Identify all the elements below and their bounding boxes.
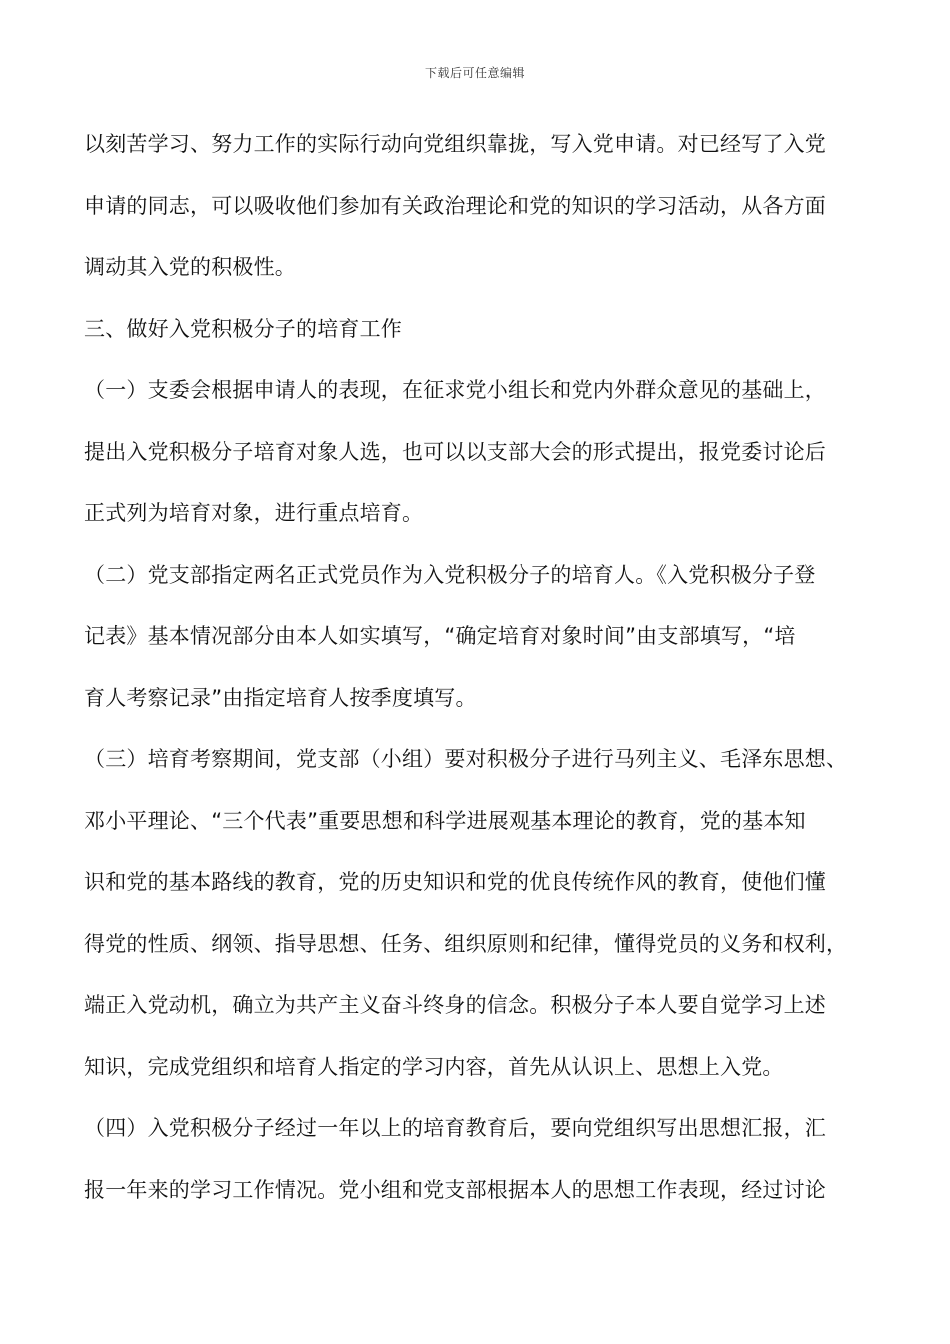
- body-line: 端正入党动机，确立为共产主义奋斗终身的信念。积极分子本人要自觉学习上述: [84, 993, 826, 1017]
- body-line: 记表》基本情况部分由本人如实填写，“确定培育对象时间”由支部填写，“培: [84, 624, 796, 648]
- body-line: 调动其入党的积极性。: [84, 255, 296, 279]
- body-line: 得党的性质、纲领、指导思想、任务、组织原则和纪律，懂得党员的义务和权利，: [84, 931, 848, 956]
- document-body: [84, 114, 884, 1221]
- body-line: 知识，完成党组织和培育人指定的学习内容，首先从认识上、思想上入党。: [84, 1054, 784, 1079]
- header-note: 下载后可任意编辑: [424, 66, 525, 80]
- body-line: 报一年来的学习工作情况。党小组和党支部根据本人的思想工作表现，经过讨论: [84, 1177, 826, 1202]
- body-line: 提出入党积极分子培育对象人选，也可以以支部大会的形式提出，报党委讨论后: [84, 439, 826, 464]
- body-line: 申请的同志，可以吸收他们参加有关政治理论和党的知识的学习活动，从各方面: [84, 193, 826, 218]
- body-line: 邓小平理论、“三个代表”重要思想和科学进展观基本理论的教育，党的基本知: [84, 808, 806, 833]
- section-heading: 三、做好入党积极分子的培育工作: [84, 316, 402, 341]
- body-line: （三）培育考察期间，党支部（小组）要对积极分子进行马列主义、毛泽东思想、: [84, 747, 848, 771]
- body-line: （一）支委会根据申请人的表现，在征求党小组长和党内外群众意见的基础上，: [84, 378, 826, 402]
- body-line: 以刻苦学习、努力工作的实际行动向党组织靠拢，写入党申请。对已经写了入党: [84, 132, 826, 156]
- body-line: （四）入党积极分子经过一年以上的培育教育后，要向党组织写出思想汇报，汇: [84, 1116, 826, 1140]
- body-line: 识和党的基本路线的教育，党的历史知识和党的优良传统作风的教育，使他们懂: [84, 870, 826, 894]
- body-line: （二）党支部指定两名正式党员作为入党积极分子的培育人。《入党积极分子登: [84, 562, 816, 587]
- body-line: 育人考察记录”由指定培育人按季度填写。: [84, 685, 477, 710]
- body-line: 正式列为培育对象，进行重点培育。: [84, 501, 424, 525]
